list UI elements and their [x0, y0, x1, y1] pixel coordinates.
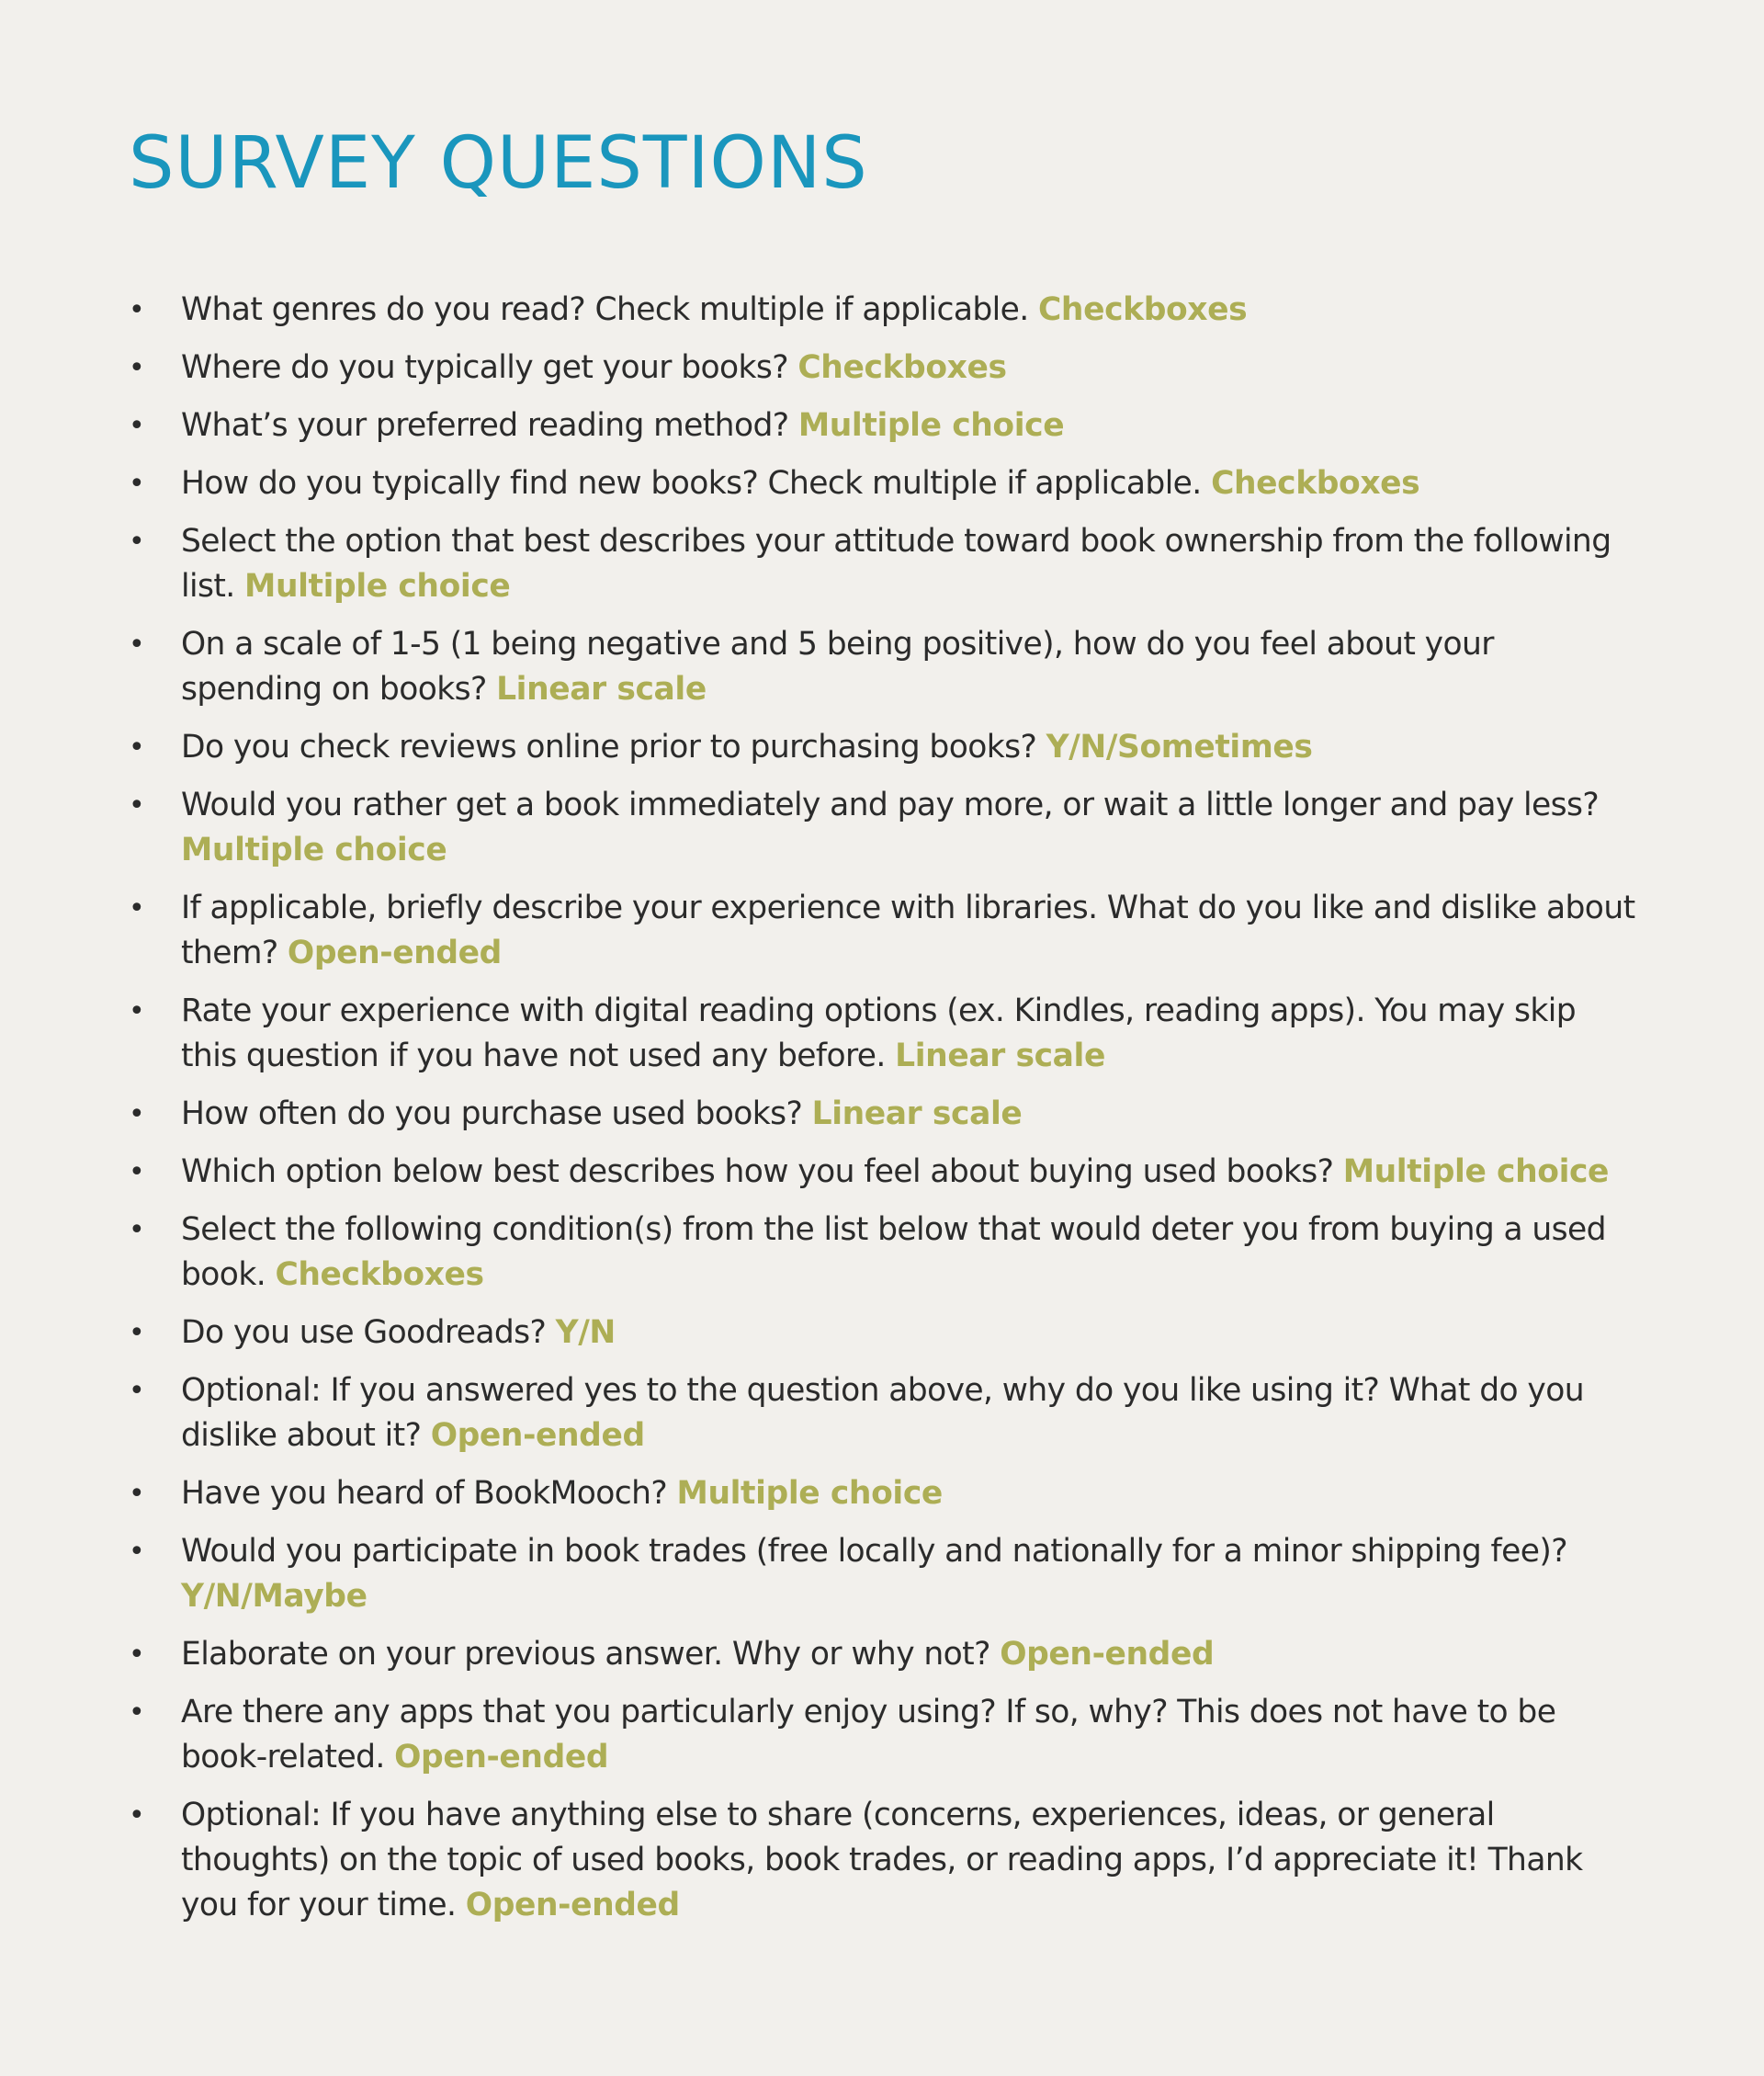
bullet-icon: • [129, 1156, 145, 1188]
bullet-icon: • [129, 1696, 145, 1729]
list-item [129, 1793, 1635, 1928]
question-text: Where do you typically get your books? [181, 349, 788, 386]
bullet-icon: • [129, 1536, 145, 1568]
question-text: Have you heard of BookMooch? [181, 1475, 668, 1512]
question-text: Rate your experience with digital reading options (ex. Kindles, reading apps). You may skip this question if you have not used any before. [181, 993, 1577, 1074]
question-type: Linear scale [895, 1038, 1105, 1074]
question-type: Linear scale [811, 1095, 1023, 1132]
question-text: Are there any apps that you particularly enjoy using? If so, why? This does not have to be book-related. [181, 1694, 1556, 1775]
bullet-icon: • [129, 732, 145, 764]
list-item [129, 622, 1635, 712]
list-item [129, 1208, 1635, 1298]
bullet-icon: • [129, 1478, 145, 1510]
bullet-icon: • [129, 468, 145, 500]
question-type: Y/N [555, 1314, 616, 1351]
bullet-icon: • [129, 1317, 145, 1349]
question-type: Checkboxes [1211, 465, 1420, 502]
list-item [129, 1529, 1635, 1619]
question-text: Optional: If you answered yes to the question above, why do you like using it? What do you dislike about it? [181, 1372, 1584, 1454]
list-item [129, 886, 1635, 976]
question-text: If applicable, briefly describe your experience with libraries. What do you like and dislike about them? [181, 890, 1635, 971]
question-type: Linear scale [496, 671, 707, 708]
list-item [129, 1368, 1635, 1458]
question-type: Open-ended [287, 935, 502, 971]
bullet-icon: • [129, 1098, 145, 1130]
question-type: Checkboxes [275, 1256, 484, 1293]
question-text: Do you check reviews online prior to purchasing books? [181, 729, 1037, 766]
bullet-icon: • [129, 789, 145, 822]
bullet-icon: • [129, 1214, 145, 1246]
question-text: Would you rather get a book immediately and pay more, or wait a little longer and pay less? [181, 787, 1600, 823]
list-item [129, 1092, 1635, 1137]
list-item [129, 403, 1635, 448]
question-type: Multiple choice [797, 407, 1065, 444]
question-type: Open-ended [465, 1887, 680, 1923]
question-text: Select the option that best describes your attitude toward book ownership from the following list. [181, 523, 1611, 605]
list-item [129, 725, 1635, 770]
question-type: Open-ended [1000, 1636, 1215, 1673]
list-item [129, 1150, 1635, 1195]
question-type: Open-ended [430, 1417, 645, 1454]
list-item [129, 519, 1635, 609]
bullet-icon: • [129, 892, 145, 925]
question-type: Multiple choice [244, 568, 511, 605]
question-type: Multiple choice [1342, 1153, 1610, 1190]
question-text: What genres do you read? Check multiple if applicable. [181, 291, 1029, 328]
question-type: Y/N/Maybe [181, 1578, 368, 1615]
question-text: On a scale of 1-5 (1 being negative and 5 being positive), how do you feel about your spending on books? [181, 626, 1494, 708]
bullet-icon: • [129, 629, 145, 661]
list-item [129, 1310, 1635, 1356]
bullet-icon: • [129, 294, 145, 326]
list-item [129, 1632, 1635, 1677]
question-type: Checkboxes [797, 349, 1007, 386]
question-text: How do you typically find new books? Check multiple if applicable. [181, 465, 1202, 502]
bullet-icon: • [129, 995, 145, 1027]
list-item [129, 989, 1635, 1079]
question-type: Checkboxes [1038, 291, 1248, 328]
bullet-icon: • [129, 410, 145, 442]
list-item [129, 461, 1635, 506]
question-type: Y/N/Sometimes [1046, 729, 1313, 766]
list-item [129, 1471, 1635, 1516]
list-item [129, 346, 1635, 391]
question-text: Which option below best describes how you feel about buying used books? [181, 1153, 1334, 1190]
bullet-icon: • [129, 352, 145, 384]
question-text: Do you use Goodreads? [181, 1314, 547, 1351]
list-item [129, 783, 1635, 873]
list-item [129, 1690, 1635, 1780]
bullet-icon: • [129, 1375, 145, 1407]
question-text: Elaborate on your previous answer. Why or why not? [181, 1636, 990, 1673]
bullet-icon: • [129, 526, 145, 558]
question-type: Multiple choice [676, 1475, 943, 1512]
question-text: Select the following condition(s) from the list below that would deter you from buying a used book. [181, 1211, 1606, 1293]
question-type: Open-ended [394, 1739, 609, 1775]
question-list [129, 288, 1635, 1941]
list-item [129, 288, 1635, 333]
question-text: Optional: If you have anything else to share (concerns, experiences, ideas, or general thoughts) on the topic of used books, book trades, or reading apps, I’d appreciate it! Thank you for your time. [181, 1797, 1583, 1923]
page-title: SURVEY QUESTIONS [129, 122, 868, 205]
question-text: Would you participate in book trades (free locally and nationally for a minor shipping fee)? [181, 1533, 1567, 1570]
bullet-icon: • [129, 1799, 145, 1832]
question-text: What’s your preferred reading method? [181, 407, 789, 444]
bullet-icon: • [129, 1639, 145, 1671]
question-text: How often do you purchase used books? [181, 1095, 803, 1132]
question-type: Multiple choice [181, 832, 447, 868]
